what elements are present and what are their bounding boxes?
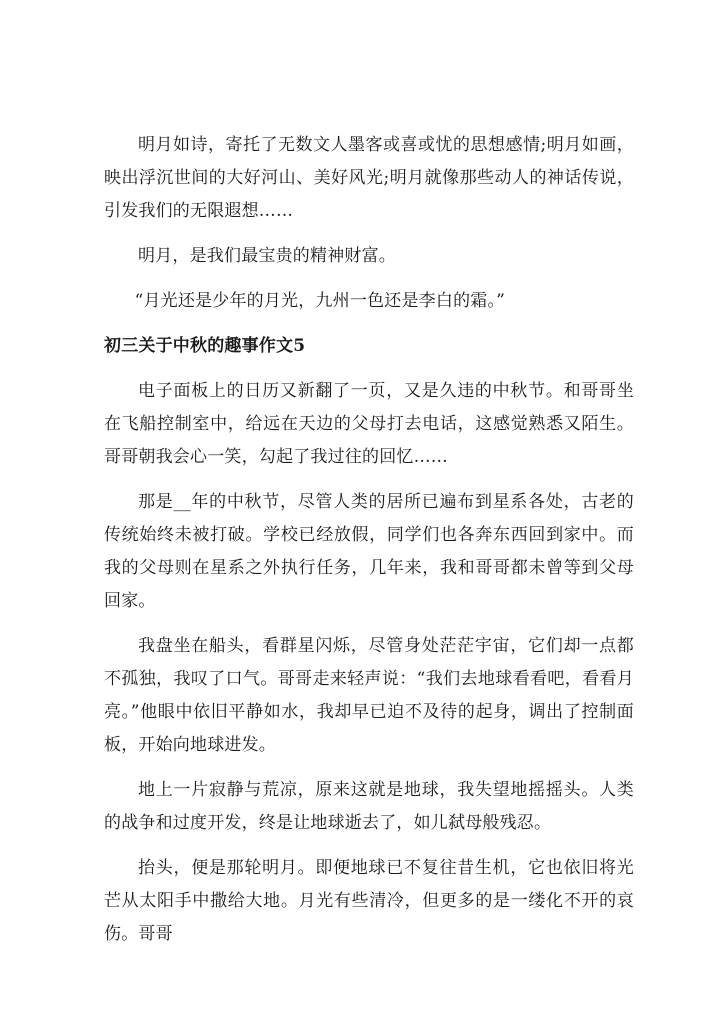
section-heading: 初三关于中秋的趣事作文5 <box>104 336 306 356</box>
paragraph-treasure: 明月，是我们最宝贵的精神财富。 <box>138 246 396 266</box>
paragraph-stars: 我盘坐在船头，看群星闪烁，尽管身处茫茫宇宙，它们却一点都不孤独，我叹了口气。哥哥走来轻声说：“我们去地球看看吧，看看月亮。”他眼中依旧平静如水，我却早已迫不及待的起身，调出了控制面板，开始向地球进发。 <box>104 636 634 755</box>
paragraph-earth: 地上一片寂静与荒凉，原来这就是地球，我失望地摇摇头。人类的战争和过度开发，终是让地球逝去了，如儿弑母般残忍。 <box>104 780 634 833</box>
paragraph-moon: 抬头，便是那轮明月。即便地球已不复往昔生机，它也依旧将光芒从太阳手中撒给大地。月光有些清冷，但更多的是一缕化不开的哀伤。哥哥 <box>104 858 634 944</box>
document-body <box>104 129 634 963</box>
paragraph-intro: 明月如诗，寄托了无数文人墨客或喜或忧的思想感情;明月如画，映出浮沉世间的大好河山、美好风光;明月就像那些动人的神话传说，引发我们的无限遐想…… <box>104 135 634 221</box>
paragraph-quote: “月光还是少年的月光，九州一色还是李白的霜。” <box>134 291 506 311</box>
paragraph-memory: 那是__年的中秋节，尽管人类的居所已遍布到星系各处，古老的传统始终未被打破。学校已经放假，同学们也各奔东西回到家中。而我的父母则在星系之外执行任务，几年来，我和哥哥都未曾等到父母回家。 <box>104 492 634 611</box>
paragraph-calendar: 电子面板上的日历又新翻了一页，又是久违的中秋节。和哥哥坐在飞船控制室中，给远在天边的父母打去电话，这感觉熟悉又陌生。哥哥朝我会心一笑，勾起了我过往的回忆…… <box>104 381 634 467</box>
